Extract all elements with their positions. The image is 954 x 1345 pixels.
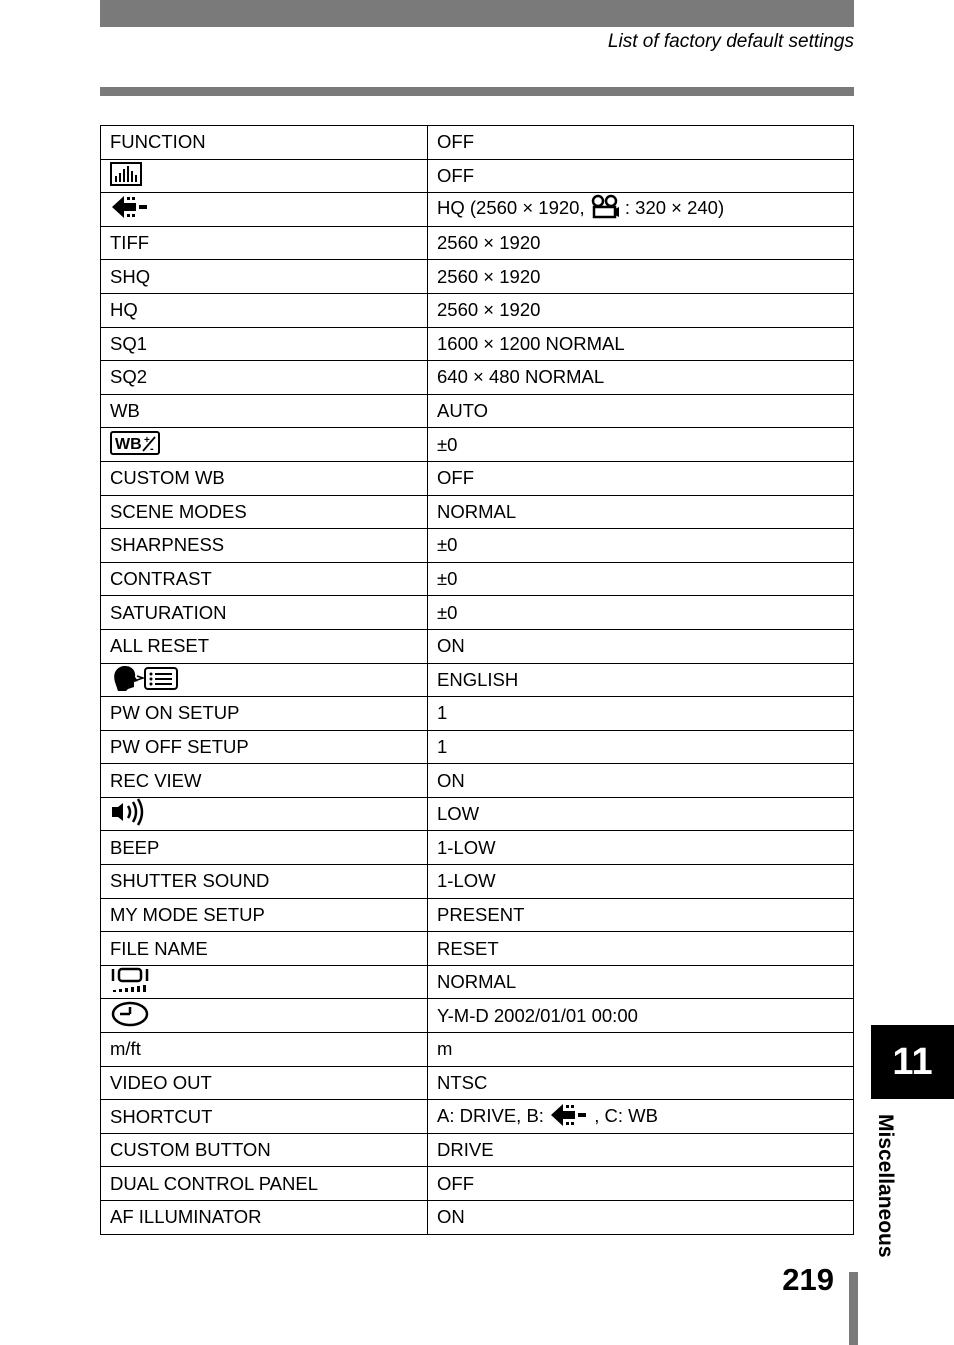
chapter-label [869,1114,901,1279]
setting-value: OFF [428,126,854,160]
chapter-title: Miscellaneous [874,1114,897,1258]
setting-name: AF ILLUMINATOR [101,1201,428,1235]
setting-name [101,797,428,831]
table-row [101,1133,854,1167]
page-bar [849,1272,858,1345]
table-row [101,999,854,1033]
table-row [101,697,854,731]
table-row [101,495,854,529]
setting-name: MY MODE SETUP [101,898,428,932]
setting-name [101,159,428,193]
record-mode-icon [110,194,150,224]
setting-name: CUSTOM WB [101,461,428,495]
setting-name: BEEP [101,831,428,865]
setting-name: SATURATION [101,596,428,630]
table-row [101,159,854,193]
setting-value: 640 × 480 NORMAL [428,361,854,395]
value-text: : 320 × 240) [619,197,725,219]
setting-name: SHQ [101,260,428,294]
setting-name: CONTRAST [101,562,428,596]
table-row [101,932,854,966]
setting-value: PRESENT [428,898,854,932]
movie-camera-icon [590,194,620,224]
table-row [101,1066,854,1100]
setting-value [428,1100,854,1134]
table-row [101,226,854,260]
setting-value: ON [428,629,854,663]
value-text: A: DRIVE, B: [437,1104,550,1126]
setting-value: ON [428,1201,854,1235]
setting-name: SHARPNESS [101,529,428,563]
setting-name: REC VIEW [101,764,428,798]
setting-value: LOW [428,797,854,831]
record-mode-icon [549,1102,589,1132]
setting-value: DRIVE [428,1133,854,1167]
setting-name [101,428,428,462]
clock-icon [110,1001,150,1031]
wb-compensation-icon [110,431,160,459]
setting-value: 1 [428,697,854,731]
table-row [101,529,854,563]
table-row [101,327,854,361]
table-row [101,865,854,899]
svg-text:WB: WB [115,435,142,453]
setting-value: ±0 [428,529,854,563]
header-bar [100,0,854,27]
table-row [101,562,854,596]
setting-value: 1 [428,730,854,764]
setting-name: SQ1 [101,327,428,361]
setting-name: ALL RESET [101,629,428,663]
setting-value: 2560 × 1920 [428,226,854,260]
header-rule [100,87,854,96]
setting-value: m [428,1033,854,1067]
setting-value: OFF [428,461,854,495]
svg-text:-: - [150,442,154,455]
setting-name [101,999,428,1033]
setting-value: ±0 [428,596,854,630]
table-row [101,831,854,865]
table-row [101,797,854,831]
volume-icon [110,798,150,830]
setting-name [101,193,428,227]
page-title: List of factory default settings [607,31,854,52]
table-row [101,126,854,160]
setting-name [101,663,428,697]
setting-value: NORMAL [428,495,854,529]
setting-name: CUSTOM BUTTON [101,1133,428,1167]
table-row [101,293,854,327]
setting-name: WB [101,394,428,428]
setting-value: 1-LOW [428,865,854,899]
setting-name: SQ2 [101,361,428,395]
setting-value [428,193,854,227]
table-row [101,193,854,227]
table-row [101,394,854,428]
table-row [101,1100,854,1134]
setting-value: ENGLISH [428,663,854,697]
table-row [101,428,854,462]
setting-name: PW OFF SETUP [101,730,428,764]
setting-name: SHORTCUT [101,1100,428,1134]
value-text: , C: WB [589,1104,658,1126]
setting-name: TIFF [101,226,428,260]
setting-value: NTSC [428,1066,854,1100]
setting-value: OFF [428,1167,854,1201]
setting-name: HQ [101,293,428,327]
setting-name [101,965,428,999]
table-row [101,1201,854,1235]
table-row [101,764,854,798]
table-row [101,898,854,932]
table-row [101,461,854,495]
setting-value: 1-LOW [428,831,854,865]
table-row [101,965,854,999]
setting-value: AUTO [428,394,854,428]
setting-name: m/ft [101,1033,428,1067]
histogram-icon [110,162,142,190]
table-row [101,730,854,764]
svg-text:+: + [144,434,150,446]
chapter-tab: 11 [871,1025,954,1099]
table-row [101,663,854,697]
setting-name: PW ON SETUP [101,697,428,731]
setting-name: SCENE MODES [101,495,428,529]
language-icon [110,664,180,696]
setting-value: Y-M-D 2002/01/01 00:00 [428,999,854,1033]
table-row [101,596,854,630]
setting-name: DUAL CONTROL PANEL [101,1167,428,1201]
table-row [101,361,854,395]
setting-name: VIDEO OUT [101,1066,428,1100]
table-row [101,1167,854,1201]
page-number: 219 [782,1262,834,1297]
setting-value: OFF [428,159,854,193]
setting-name: FUNCTION [101,126,428,160]
setting-value: RESET [428,932,854,966]
setting-name: SHUTTER SOUND [101,865,428,899]
settings-table [100,125,854,1235]
table-row [101,629,854,663]
setting-name: FILE NAME [101,932,428,966]
setting-value: NORMAL [428,965,854,999]
setting-value: 2560 × 1920 [428,260,854,294]
table-row [101,1033,854,1067]
table-row [101,260,854,294]
setting-value: ON [428,764,854,798]
value-text: HQ (2560 × 1920, [437,197,590,219]
setting-value: ±0 [428,428,854,462]
setting-value: 1600 × 1200 NORMAL [428,327,854,361]
setting-value: 2560 × 1920 [428,293,854,327]
setting-value: ±0 [428,562,854,596]
monitor-brightness-icon [110,966,154,998]
